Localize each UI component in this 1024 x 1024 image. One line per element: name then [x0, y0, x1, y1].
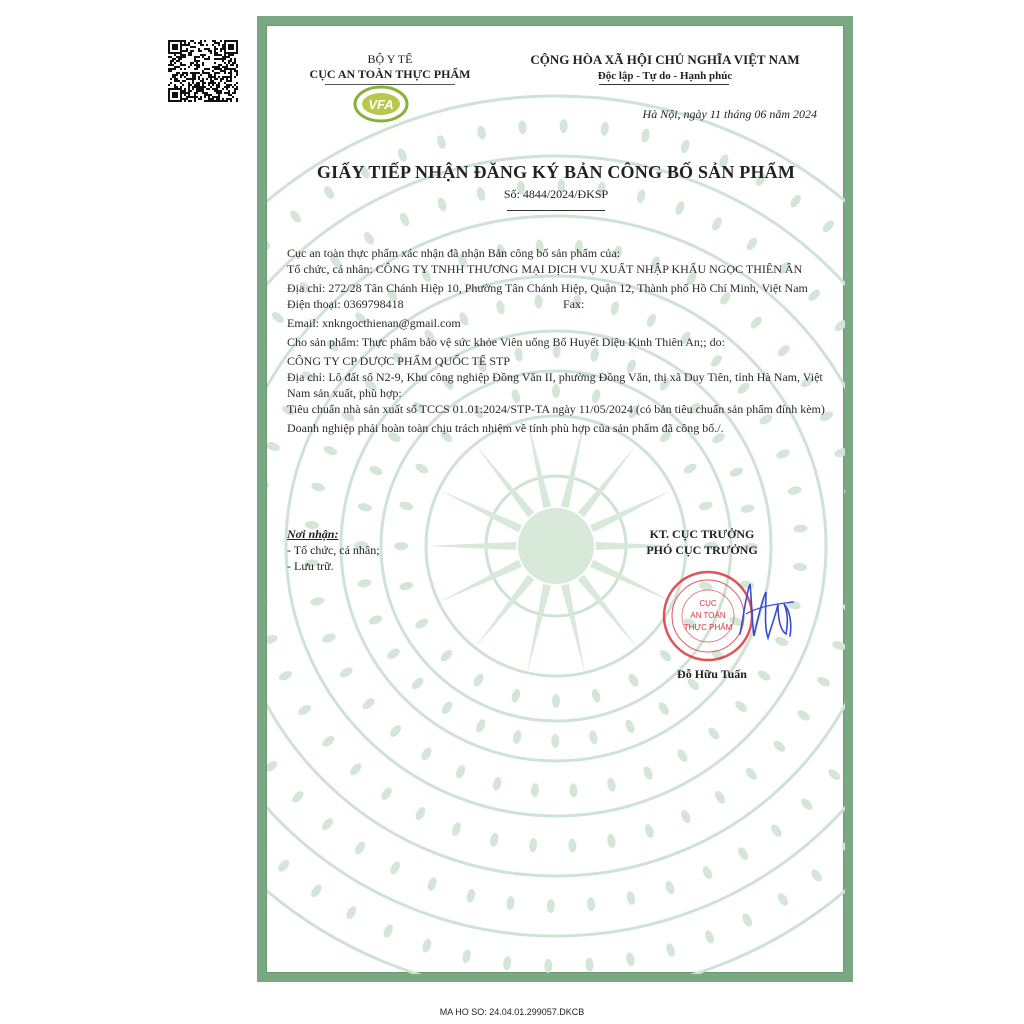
certificate-body [287, 245, 827, 436]
republic-name: CỘNG HÒA XÃ HỘI CHỦ NGHĨA VIỆT NAM [530, 52, 800, 67]
vfa-logo-text: VFA [368, 97, 394, 112]
signatory-title [607, 526, 797, 558]
responsibility-statement: Doanh nghiệp phải hoàn toàn chịu trách nhiệm về tính phù hợp của sản phẩm đã công bố./. [287, 421, 724, 435]
fax-number: Fax: [563, 297, 585, 311]
handwritten-signature [732, 574, 802, 654]
recipients-block [287, 526, 487, 574]
motto-underline [599, 84, 729, 85]
ministry-name: BỘ Y TẾ [367, 52, 413, 66]
agency-name: CỤC AN TOÀN THỰC PHẨM [309, 67, 471, 81]
stamp-text: AN TOÀN [690, 611, 726, 620]
signatory-line-1: KT. CỤC TRƯỞNG [649, 527, 755, 541]
document-number: Số: 4844/2024/ĐKSP [503, 187, 609, 201]
product-line: Cho sản phẩm: Thực phẩm bảo vệ sức khỏe Viên uống Bổ Huyết Diệu Kinh Thiên An;; do: [287, 335, 725, 349]
vfa-logo [353, 84, 409, 124]
contact-row [287, 296, 827, 312]
issuer-block [285, 52, 495, 82]
signer-name: Đỗ Hữu Tuấn [677, 667, 747, 681]
number-underline [507, 210, 605, 211]
manufacturer-address: Địa chỉ: Lô đất số N2-9, Khu công nghiệp Đồng Văn II, phường Đồng Văn, thị xã Duy Tiên, tỉnh Hà Nam, Việt Nam sản xuất, phù hợp: [287, 370, 823, 400]
document-title: GIẤY TIẾP NHẬN ĐĂNG KÝ BẢN CÔNG BỐ SẢN PHẨM [316, 162, 796, 182]
national-header [499, 52, 831, 84]
email-address: Email: xnkngocthienan@gmail.com [287, 316, 461, 330]
signatory-line-2: PHÓ CỤC TRƯỞNG [646, 543, 758, 557]
certificate-frame [257, 16, 853, 982]
standard-reference: Tiêu chuẩn nhà sản xuất số TCCS 01.01:2024/STP-TA ngày 11/05/2024 (có bản tiêu chuẩn sản phẩm đính kèm) [287, 402, 825, 416]
issue-date: Hà Nội, ngày 11 tháng 06 năm 2024 [642, 107, 817, 121]
phone-number: Điện thoại: 0369798418 [287, 297, 404, 311]
recipient-item: - Lưu trữ. [287, 559, 334, 573]
organization-address: Địa chỉ: 272/28 Tân Chánh Hiệp 10, Phường Tân Chánh Hiệp, Quận 12, Thành phố Hồ Chí Minh, Việt Nam [287, 281, 808, 295]
organization: Tổ chức, cá nhân: CÔNG TY TNHH THƯƠNG MẠI DỊCH VỤ XUẤT NHẬP KHẨU NGỌC THIÊN ÂN [287, 262, 803, 276]
recipients-title: Nơi nhận: [287, 527, 339, 541]
dossier-code: MA HO SO: 24.04.01.299057.DKCB [439, 1007, 585, 1017]
stamp-text: THỰC PHẨM [683, 623, 733, 632]
qr-code [168, 40, 238, 102]
recipient-item: - Tổ chức, cá nhân; [287, 543, 380, 557]
manufacturer-name: CÔNG TY CP DƯỢC PHẨM QUỐC TẾ STP [287, 354, 511, 368]
certificate-paper [266, 25, 844, 973]
national-motto: Độc lập - Tự do - Hạnh phúc [597, 70, 733, 82]
stamp-text: CỤC [699, 599, 717, 608]
intro-text: Cục an toàn thực phẩm xác nhận đã nhận Bản công bố sản phẩm của: [287, 246, 621, 260]
